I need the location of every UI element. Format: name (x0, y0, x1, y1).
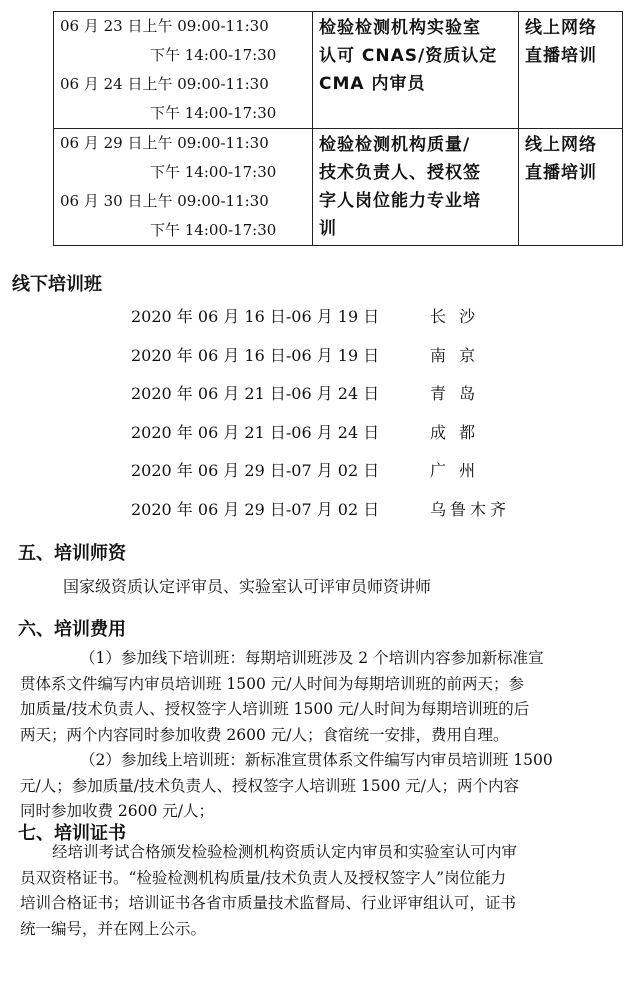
offline-session-dates: 2020 年 06 月 16 日-06 月 19 日 (131, 307, 380, 326)
offline-session-city: 乌鲁木齐 (430, 499, 511, 519)
section6-heading: 六、培训费用 (18, 619, 126, 640)
schedule-time-line: 06 月 23 日上午 09:00-11:30 (60, 17, 269, 35)
schedule-content-text (313, 129, 518, 243)
schedule-mode-text (519, 129, 622, 187)
schedule-content-line: 检验检测机构质量/ (319, 135, 471, 155)
schedule-time-cell (54, 129, 313, 246)
schedule-mode-text (519, 12, 622, 70)
offline-session (131, 452, 510, 491)
paragraph-line-text: 两天；两个内容同时参加收费 2600 元/人；食宿统一安排，费用自理。 (20, 725, 509, 744)
section6-body (20, 646, 620, 825)
paragraph-line (20, 891, 620, 917)
section5-text: 国家级资质认定评审员、实验室认可评审员师资讲师 (63, 577, 432, 596)
paragraph-line (20, 866, 620, 892)
section7-heading: 七、培训证书 (18, 823, 126, 844)
schedule-content-line: 训 (319, 219, 337, 239)
paragraph-line-text: 经培训考试合格颁发检验检测机构资质认定内审员和实验室认可内审 (52, 843, 518, 861)
schedule-table (53, 11, 623, 246)
paragraph-line (20, 774, 620, 800)
paragraph-line (20, 748, 620, 774)
schedule-row (54, 129, 623, 246)
schedule-time-line: 下午 14:00-17:30 (150, 221, 277, 239)
offline-session-dates: 2020 年 06 月 21 日-06 月 24 日 (131, 384, 380, 403)
schedule-time-line: 06 月 24 日上午 09:00-11:30 (60, 75, 269, 93)
offline-session-city: 广 州 (430, 461, 480, 480)
schedule-mode-cell (519, 12, 623, 129)
paragraph-line-text: 贯体系文件编写内审员培训班 1500 元/人时间为每期培训班的前两天；参 (20, 674, 525, 693)
section5-heading: 五、培训师资 (18, 543, 126, 564)
offline-heading: 线下培训班 (12, 274, 102, 295)
paragraph-line (20, 917, 620, 943)
schedule-mode-cell (519, 129, 623, 246)
schedule-content-line: 字人岗位能力专业培 (319, 191, 481, 211)
schedule-content-text (313, 12, 518, 98)
schedule-mode-line: 线上网络 (525, 18, 597, 38)
offline-session (131, 298, 510, 337)
schedule-content-line: CMA 内审员 (319, 74, 426, 94)
schedule-time-line: 06 月 30 日上午 09:00-11:30 (60, 192, 269, 210)
offline-session-city: 青 岛 (430, 384, 480, 403)
schedule-content-cell (313, 129, 519, 246)
offline-session (131, 491, 510, 530)
schedule-content-line: 技术负责人、授权签 (319, 163, 481, 183)
offline-session-dates: 2020 年 06 月 29 日-07 月 02 日 (131, 499, 380, 519)
paragraph-line-text: 培训合格证书；培训证书各省市质量技术监督局、行业评审组认可，证书 (20, 894, 517, 912)
schedule-content-cell (313, 12, 519, 129)
offline-session-city: 成 都 (430, 422, 480, 442)
schedule-content-line: 检验检测机构实验室 (319, 18, 481, 38)
offline-session (131, 414, 510, 453)
paragraph-line (20, 723, 620, 749)
schedule-time-line: 下午 14:00-17:30 (150, 46, 277, 64)
paragraph-line-text: 元/人；参加质量/技术负责人、授权签字人培训班 1500 元/人；两个内容 (20, 776, 519, 795)
paragraph-line-text: 员双资格证书。“检验检测机构质量/技术负责人及授权签字人”岗位能力 (20, 868, 507, 887)
paragraph-line (20, 672, 620, 698)
schedule-time-cell (54, 12, 313, 129)
paragraph-line (20, 840, 620, 866)
section7-body (20, 840, 620, 942)
offline-session (131, 375, 510, 414)
paragraph-line-text: （2）参加线上培训班：新标准宣贯体系文件编写内审员培训班 1500 (80, 751, 553, 769)
paragraph-line-text: 同时参加收费 2600 元/人； (20, 802, 215, 820)
offline-session-dates: 2020 年 06 月 21 日-06 月 24 日 (131, 422, 380, 442)
paragraph-line (20, 697, 620, 723)
schedule-time-line: 下午 14:00-17:30 (150, 163, 277, 181)
offline-session-city: 南 京 (430, 345, 480, 365)
schedule-content-line: 认可 CNAS/资质认定 (319, 46, 498, 66)
paragraph-line-text: 统一编号，并在网上公示。 (20, 919, 207, 938)
offline-session-city: 长 沙 (430, 307, 480, 326)
paragraph-line-text: 加质量/技术负责人、授权签字人培训班 1500 元/人时间为每期培训班的后 (20, 700, 530, 718)
paragraph-line-text: （1）参加线下培训班：每期培训班涉及 2 个培训内容参加新标准宣 (80, 649, 544, 667)
offline-session-list (131, 298, 510, 529)
schedule-mode-line: 线上网络 (525, 135, 597, 155)
schedule-mode-line: 直播培训 (525, 46, 597, 66)
schedule-time-line: 06 月 29 日上午 09:00-11:30 (60, 134, 269, 152)
offline-session (131, 337, 510, 376)
offline-session-dates: 2020 年 06 月 16 日-06 月 19 日 (131, 345, 380, 365)
schedule-row (54, 12, 623, 129)
schedule-time-line: 下午 14:00-17:30 (150, 104, 277, 122)
paragraph-line (20, 646, 620, 672)
schedule-mode-line: 直播培训 (525, 163, 597, 183)
offline-session-dates: 2020 年 06 月 29 日-07 月 02 日 (131, 461, 380, 480)
